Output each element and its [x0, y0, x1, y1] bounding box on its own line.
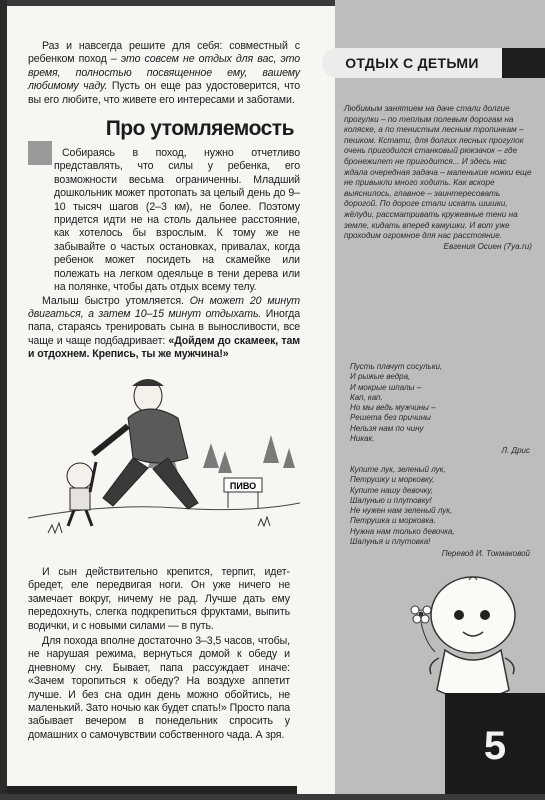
poem1-line: Никак.: [350, 434, 375, 444]
paragraph-1: Собираясь в поход, нужно отчетливо представлять, что силы у ребенка, его возможности весьма ограниченны. Младший дошкольник может протопать за целый день до 9–10 тысяч шагов (2–3 км), не более. Поэтому придется идти не на столь дальнее расстояние, как хотелось бы взрослым. К тому же не забывайте о частых остановках, привалах, когда ребенок может посидеть на скамейке или полежать на легком одеяльце в тени дерева или на полянке, чтобы дать отдых всему телу.: [54, 147, 300, 294]
intro-emphasis: – это совсем не отдых для вас, это время, полностью посвященное ему, вашему любимому чаду.: [28, 53, 300, 93]
heading-block: [28, 117, 300, 147]
poem1-line: Решета без причины: [350, 413, 431, 423]
poem1-line: Пусть плачут сосульки,: [350, 362, 443, 371]
para2-bold-quote: «Дойдем до скамеек, там и отдохнем. Крепись, ты же мужчина!»: [28, 334, 300, 361]
poem1-line: Нельзя нам по чину: [350, 423, 424, 433]
sidebar-quote-text: Любимым занятием на даче стали долгие прогулки – по теплым полевым дорогам на коляске, а по тенистым лесным тропинкам – пешком. Кстати, для долгих лесных прогулок очень пригодился станковый рюкзачок – где бронежилет не пригодится... И здесь нас ждала очередная задача – маленькие ножки еще не привыкли много ходить. Как вскоре выяснилось, главное – заинтересовать дорогой. По дороге стали искать шишки, жёлуди, рассматривать кружевные тени на земле, кидать вперед камушки. И вот уже проходим огромное для нас расстояние.: [344, 104, 532, 241]
poem2-line: Шалунью и плутовку!: [350, 495, 432, 505]
poem1-line: И мокрые шпалы –: [350, 382, 422, 392]
para2-text-1: Малыш быстро утомляется.: [42, 294, 190, 307]
main-column: [28, 40, 300, 557]
poem2-line: Купите нашу девочку,: [350, 485, 434, 495]
sign-text: ПИВО: [229, 480, 257, 491]
section-title: ОТДЫХ С ДЕТЬМИ: [322, 48, 502, 78]
poem2-line: Шалунья и плутовка!: [350, 537, 431, 547]
father-son-illustration: [28, 368, 300, 548]
poem1-author: Л. Дрис: [501, 446, 530, 456]
poem1-line: Но мы ведь мужчины –: [350, 403, 436, 413]
poem-2: [350, 465, 530, 560]
page-bottom-edge: [0, 794, 545, 800]
sidebar-quote-attribution: Евгения Осиен (7ya.ru): [443, 241, 532, 251]
intro-text-2: Пусть он еще раз удостоверится, что вы его любите, что живете его интересами и заботами.: [28, 80, 300, 106]
paragraph-4: Для похода вполне достаточно 3–3,5 часов, чтобы, не нарушая режима, вернуться домой к обеду и дневному сну. Бывает, папа рассуждает иначе: «Зачем торопиться к обеду? На воздухе аппетит лучше. И без сна один день можно обойтись, не маленький. Зато ночью как будет спать!» Просто папа забывает вечером в понедельник спросить у домашних о самочувствии собственного чада. А зря.: [28, 635, 290, 741]
poem1-line: И рыжые ведра,: [350, 372, 411, 382]
para2-emphasis: Он может 20 минут двигаться, а затем 10–15 минут отдыхать.: [28, 294, 300, 320]
intro-paragraph: [28, 40, 300, 107]
sidebar-quote: [344, 104, 532, 252]
poem2-line: Нужна нам только девочка,: [350, 526, 455, 536]
intro-text-1: Раз и навсегда решите для себя: совместный с ребенком поход: [28, 40, 300, 66]
heading-square-decoration: [28, 141, 52, 165]
page-spine: [0, 0, 7, 800]
poem2-line: Не нужен нам зеленый лук,: [350, 506, 453, 516]
page-number: 5: [445, 693, 545, 800]
poem1-line: Кап, кап.: [350, 392, 383, 402]
section-title-bar: [502, 48, 545, 78]
poem2-author: Перевод И. Токмаковой: [441, 549, 530, 559]
paragraph-2: [28, 295, 300, 362]
article-heading: Про утомляемость: [105, 117, 294, 141]
paragraph-3: И сын действительно крепится, терпит, идет-бредет, еле передвигая ноги. Он уже ничего не замечает вокруг, ничему не рад. Лучше дать ему передохнуть, слегка подкрепиться фруктами, выпить водички, и с новыми силами — в путь.: [28, 566, 290, 632]
poem2-line: Купите лук, зеленый лук,: [350, 465, 446, 474]
para2-text-2: Иногда папа, стараясь тренировать сына в выносливости, все чаще и чаще подбадривает:: [28, 307, 300, 347]
lower-column: [28, 566, 290, 742]
poem2-line: Петрушку и морковку,: [350, 475, 435, 485]
poem-1: [350, 362, 530, 457]
baby-illustration: [405, 570, 535, 705]
poem2-line: Петрушка и морковка.: [350, 516, 436, 526]
